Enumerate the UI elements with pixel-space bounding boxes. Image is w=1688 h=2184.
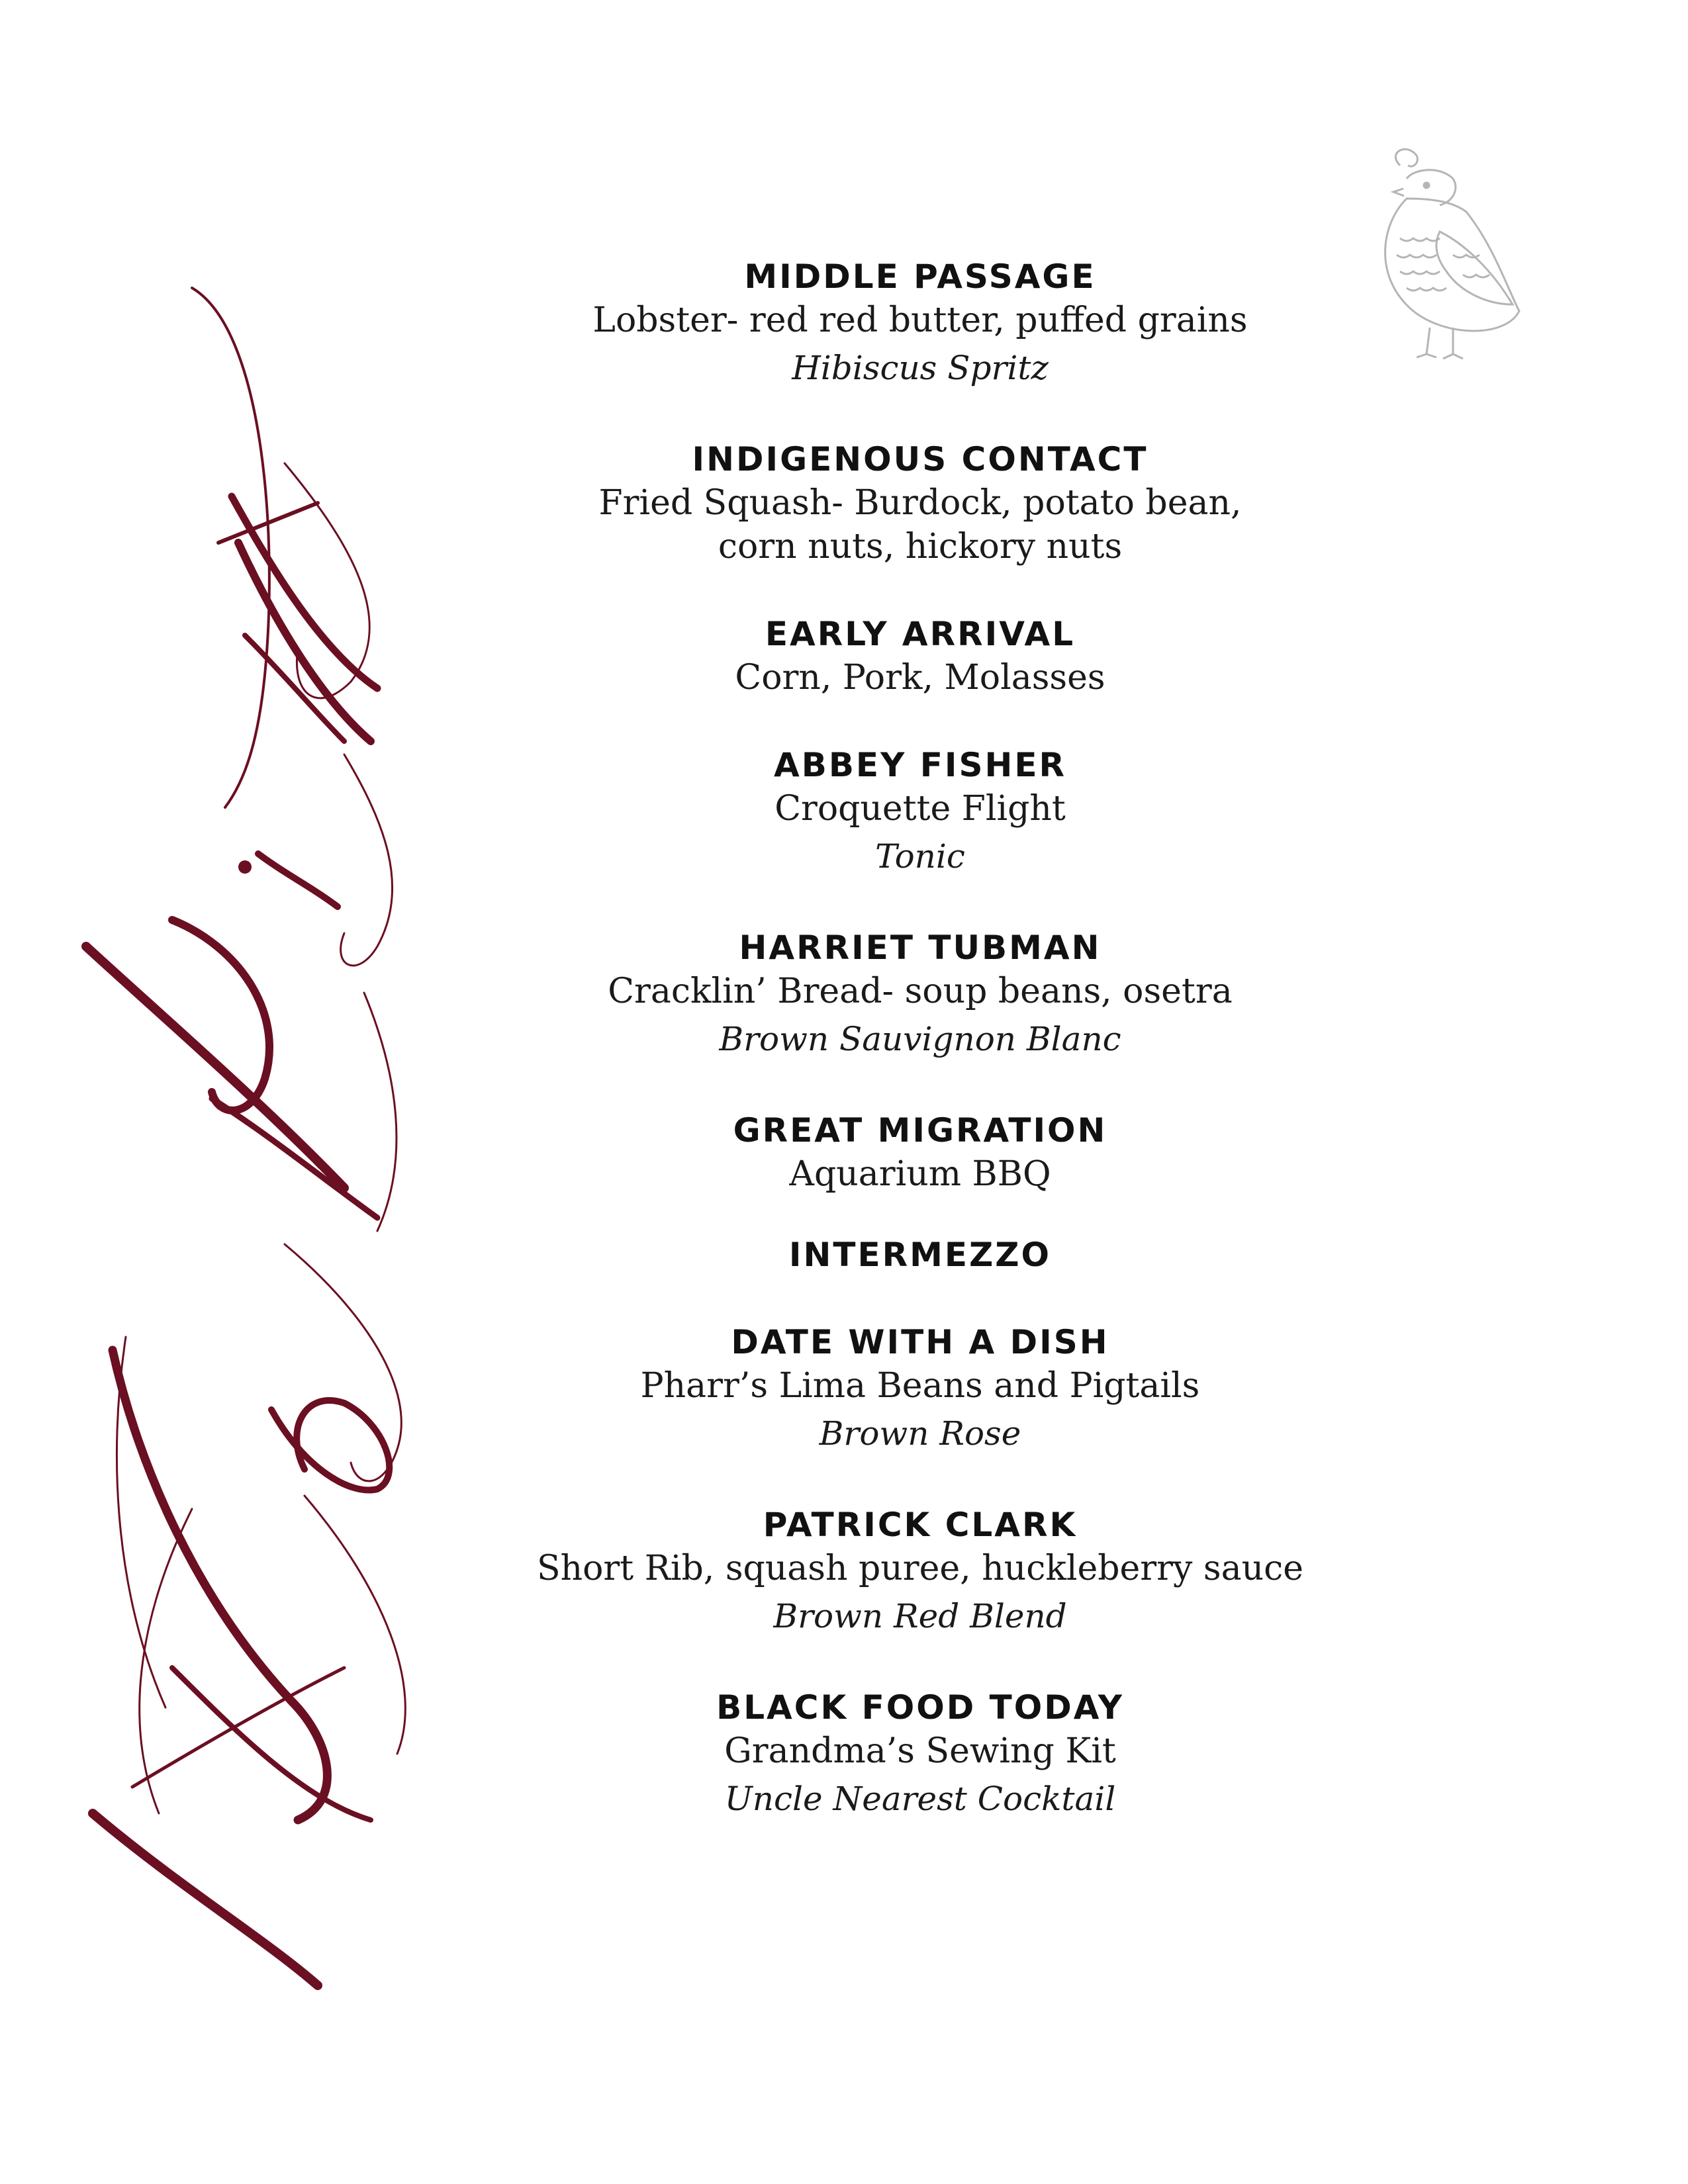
course-title: ABBEY FISHER [774,746,1066,784]
course-drink: Hibiscus Spritz [792,349,1049,387]
menu-list [516,255,1324,1825]
course-early-arrival [516,612,1324,700]
course-title: EARLY ARRIVAL [765,615,1076,653]
course-dish: Short Rib, squash puree, huckleberry sauce [536,1549,1303,1588]
course-dish: Lobster- red red butter, puffed grains [592,300,1248,340]
course-title: INTERMEZZO [788,1236,1052,1274]
course-intermezzo [516,1233,1324,1277]
course-drink: Tonic [875,837,965,876]
course-dish: Aquarium BBQ [789,1154,1051,1194]
quail-icon [1354,139,1532,364]
course-title: INDIGENOUS CONTACT [692,440,1149,478]
course-great-migration [516,1109,1324,1196]
course-date-with-a-dish [516,1320,1324,1459]
course-title: GREAT MIGRATION [733,1111,1107,1150]
course-dish: Corn, Pork, Molasses [735,658,1105,698]
course-title: PATRICK CLARK [763,1506,1078,1544]
course-indigenous-contact [516,437,1324,569]
course-patrick-clark [516,1503,1324,1642]
course-harriet-tubman [516,926,1324,1065]
course-dish-line-2: corn nuts, hickory nuts [718,527,1123,567]
course-dish: Cracklin’ Bread- soup beans, osetra [608,972,1233,1011]
course-dish: Pharr’s Lima Beans and Pigtails [640,1366,1200,1406]
course-middle-passage [516,255,1324,394]
course-title: DATE WITH A DISH [731,1323,1109,1361]
course-title: BLACK FOOD TODAY [716,1688,1124,1727]
course-drink: Brown Rose [819,1414,1021,1453]
script-title-the-rift [66,278,477,1999]
course-abbey-fisher [516,743,1324,882]
course-title: MIDDLE PASSAGE [744,257,1096,296]
course-dish: Croquette Flight [774,789,1066,829]
course-dish-line-1: Fried Squash- Burdock, potato bean, [598,483,1242,523]
course-drink: Brown Red Blend [773,1597,1067,1635]
course-drink: Uncle Nearest Cocktail [724,1780,1116,1818]
course-title: HARRIET TUBMAN [739,929,1102,967]
course-drink: Brown Sauvignon Blanc [719,1020,1121,1058]
course-black-food-today [516,1686,1324,1825]
course-dish: Grandma’s Sewing Kit [724,1731,1116,1771]
